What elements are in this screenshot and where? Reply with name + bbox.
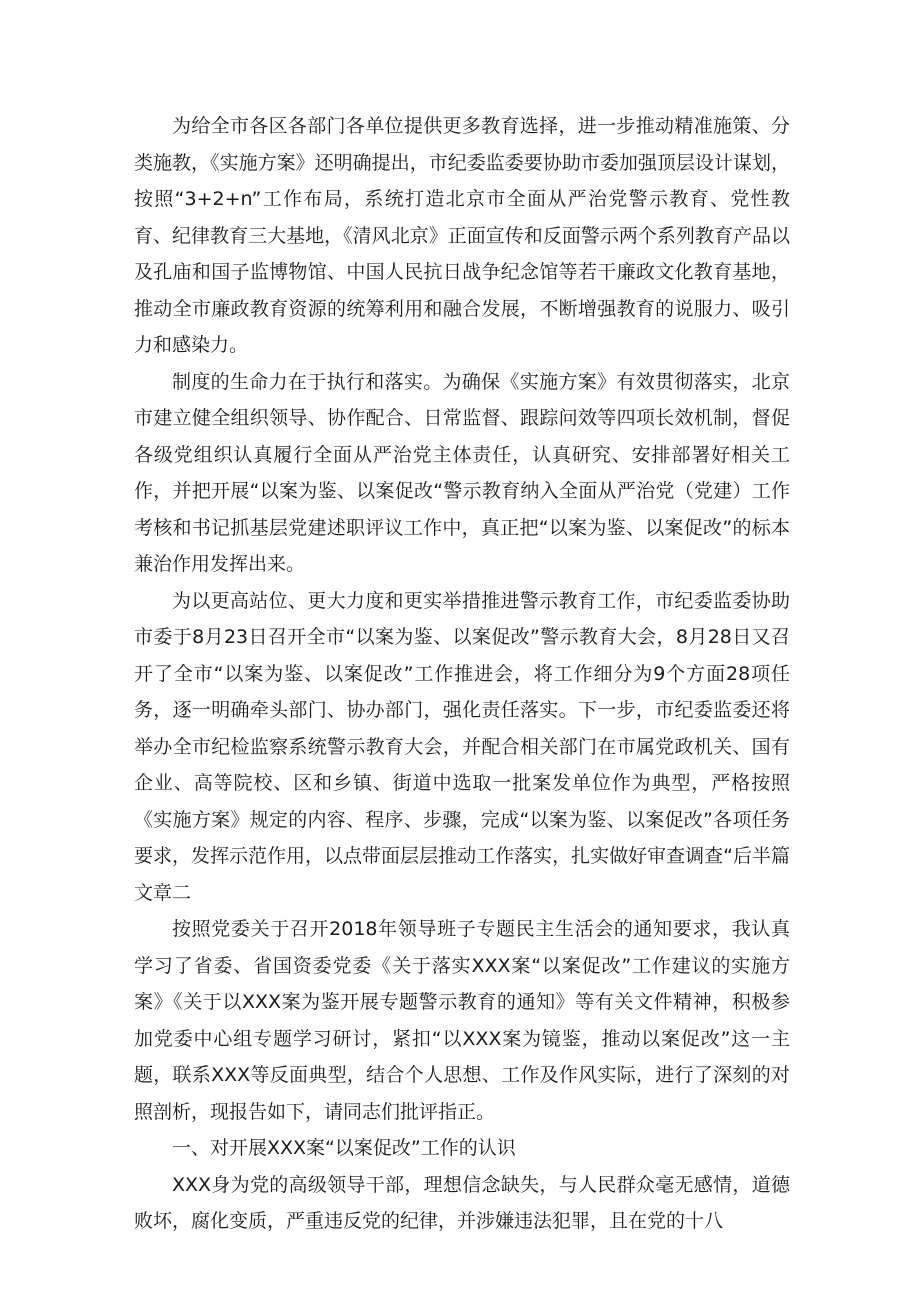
section-heading-understanding: 一、对开展XXX案“以案促改”工作的认识 xyxy=(172,1137,516,1159)
document-body xyxy=(134,108,790,1240)
paragraph-institution-implementation: 制度的生命力在于执行和落实。为确保《实施方案》有效贯彻落实，北京市建立健全组织领导、协作配合、日常监督、跟踪问效等四项长效机制，督促各级党组织认真履行全面从严治党主体责任，认真研究、安排部署好相关工作，并把开展“以案为鉴、以案促改“警示教育纳入全面从严治党（党建）工作考核和书记抓基层党建述职评议工作中，真正把“以案为鉴、以案促改”的标本兼治作用发挥出来。 xyxy=(134,370,790,575)
paragraph-warning-education-meetings: 为以更高站位、更大力度和更实举措推进警示教育工作，市纪委监委协助市委于8月23日召开全市“以案为鉴、以案促改”警示教育大会，8月28日又召开了全市“以案为鉴、以案促改”工作推进会，将工作细分为9个方面28项任务，逐一明确牵头部门、协办部门，强化责任落实。下一步，市纪委监委还将举办全市纪检监察系统警示教育大会，并配合相关部门在市属党政机关、国有企业、高等院校、区和乡镇、街道中选取一批案发单位作为典型，严格按照《实施方案》规定的内容、程序、步骤，完成“以案为鉴、以案促改”各项任务要求，发挥示范作用，以点带面层层推动工作落实，扎实做好审查调查“后半篇文章二 xyxy=(134,589,790,904)
paragraph-case-analysis: XXX身为党的高级领导干部，理想信念缺失，与人民群众毫无感情，道德败坏，腐化变质，严重违反党的纪律，并涉嫌违法犯罪，且在党的十八 xyxy=(134,1173,790,1232)
paragraph-policy-education: 为给全市各区各部门各单位提供更多教育选择，进一步推动精准施策、分类施教，《实施方案》还明确提出，市纪委监委要协助市委加强顶层设计谋划，按照“3+2+n”工作布局，系统打造北京市全面从严治党警示教育、党性教育、纪律教育三大基地，《清风北京》正面宣传和反面警示两个系列教育产品以及孔庙和国子监博物馆、中国人民抗日战争纪念馆等若干廉政文化教育基地，推动全市廉政教育资源的统筹利用和融合发展，不断增强教育的说服力、吸引力和感染力。 xyxy=(134,115,790,356)
paragraph-democratic-life-meeting: 按照党委关于召开2018年领导班子专题民主生活会的通知要求，我认真学习了省委、省国资委党委《关于落实XXX案“以案促改”工作建议的实施方案》《关于以XXX案为鉴开展专题警示教育的通知》等有关文件精神，积极参加党委中心组专题学习研讨，紧扣“以XXX案为镜鉴，推动以案促改”这一主题，联系XXX等反面典型，结合个人思想、工作及作风实际，进行了深刻的对照剖析，现报告如下，请同志们批评指正。 xyxy=(134,918,790,1123)
